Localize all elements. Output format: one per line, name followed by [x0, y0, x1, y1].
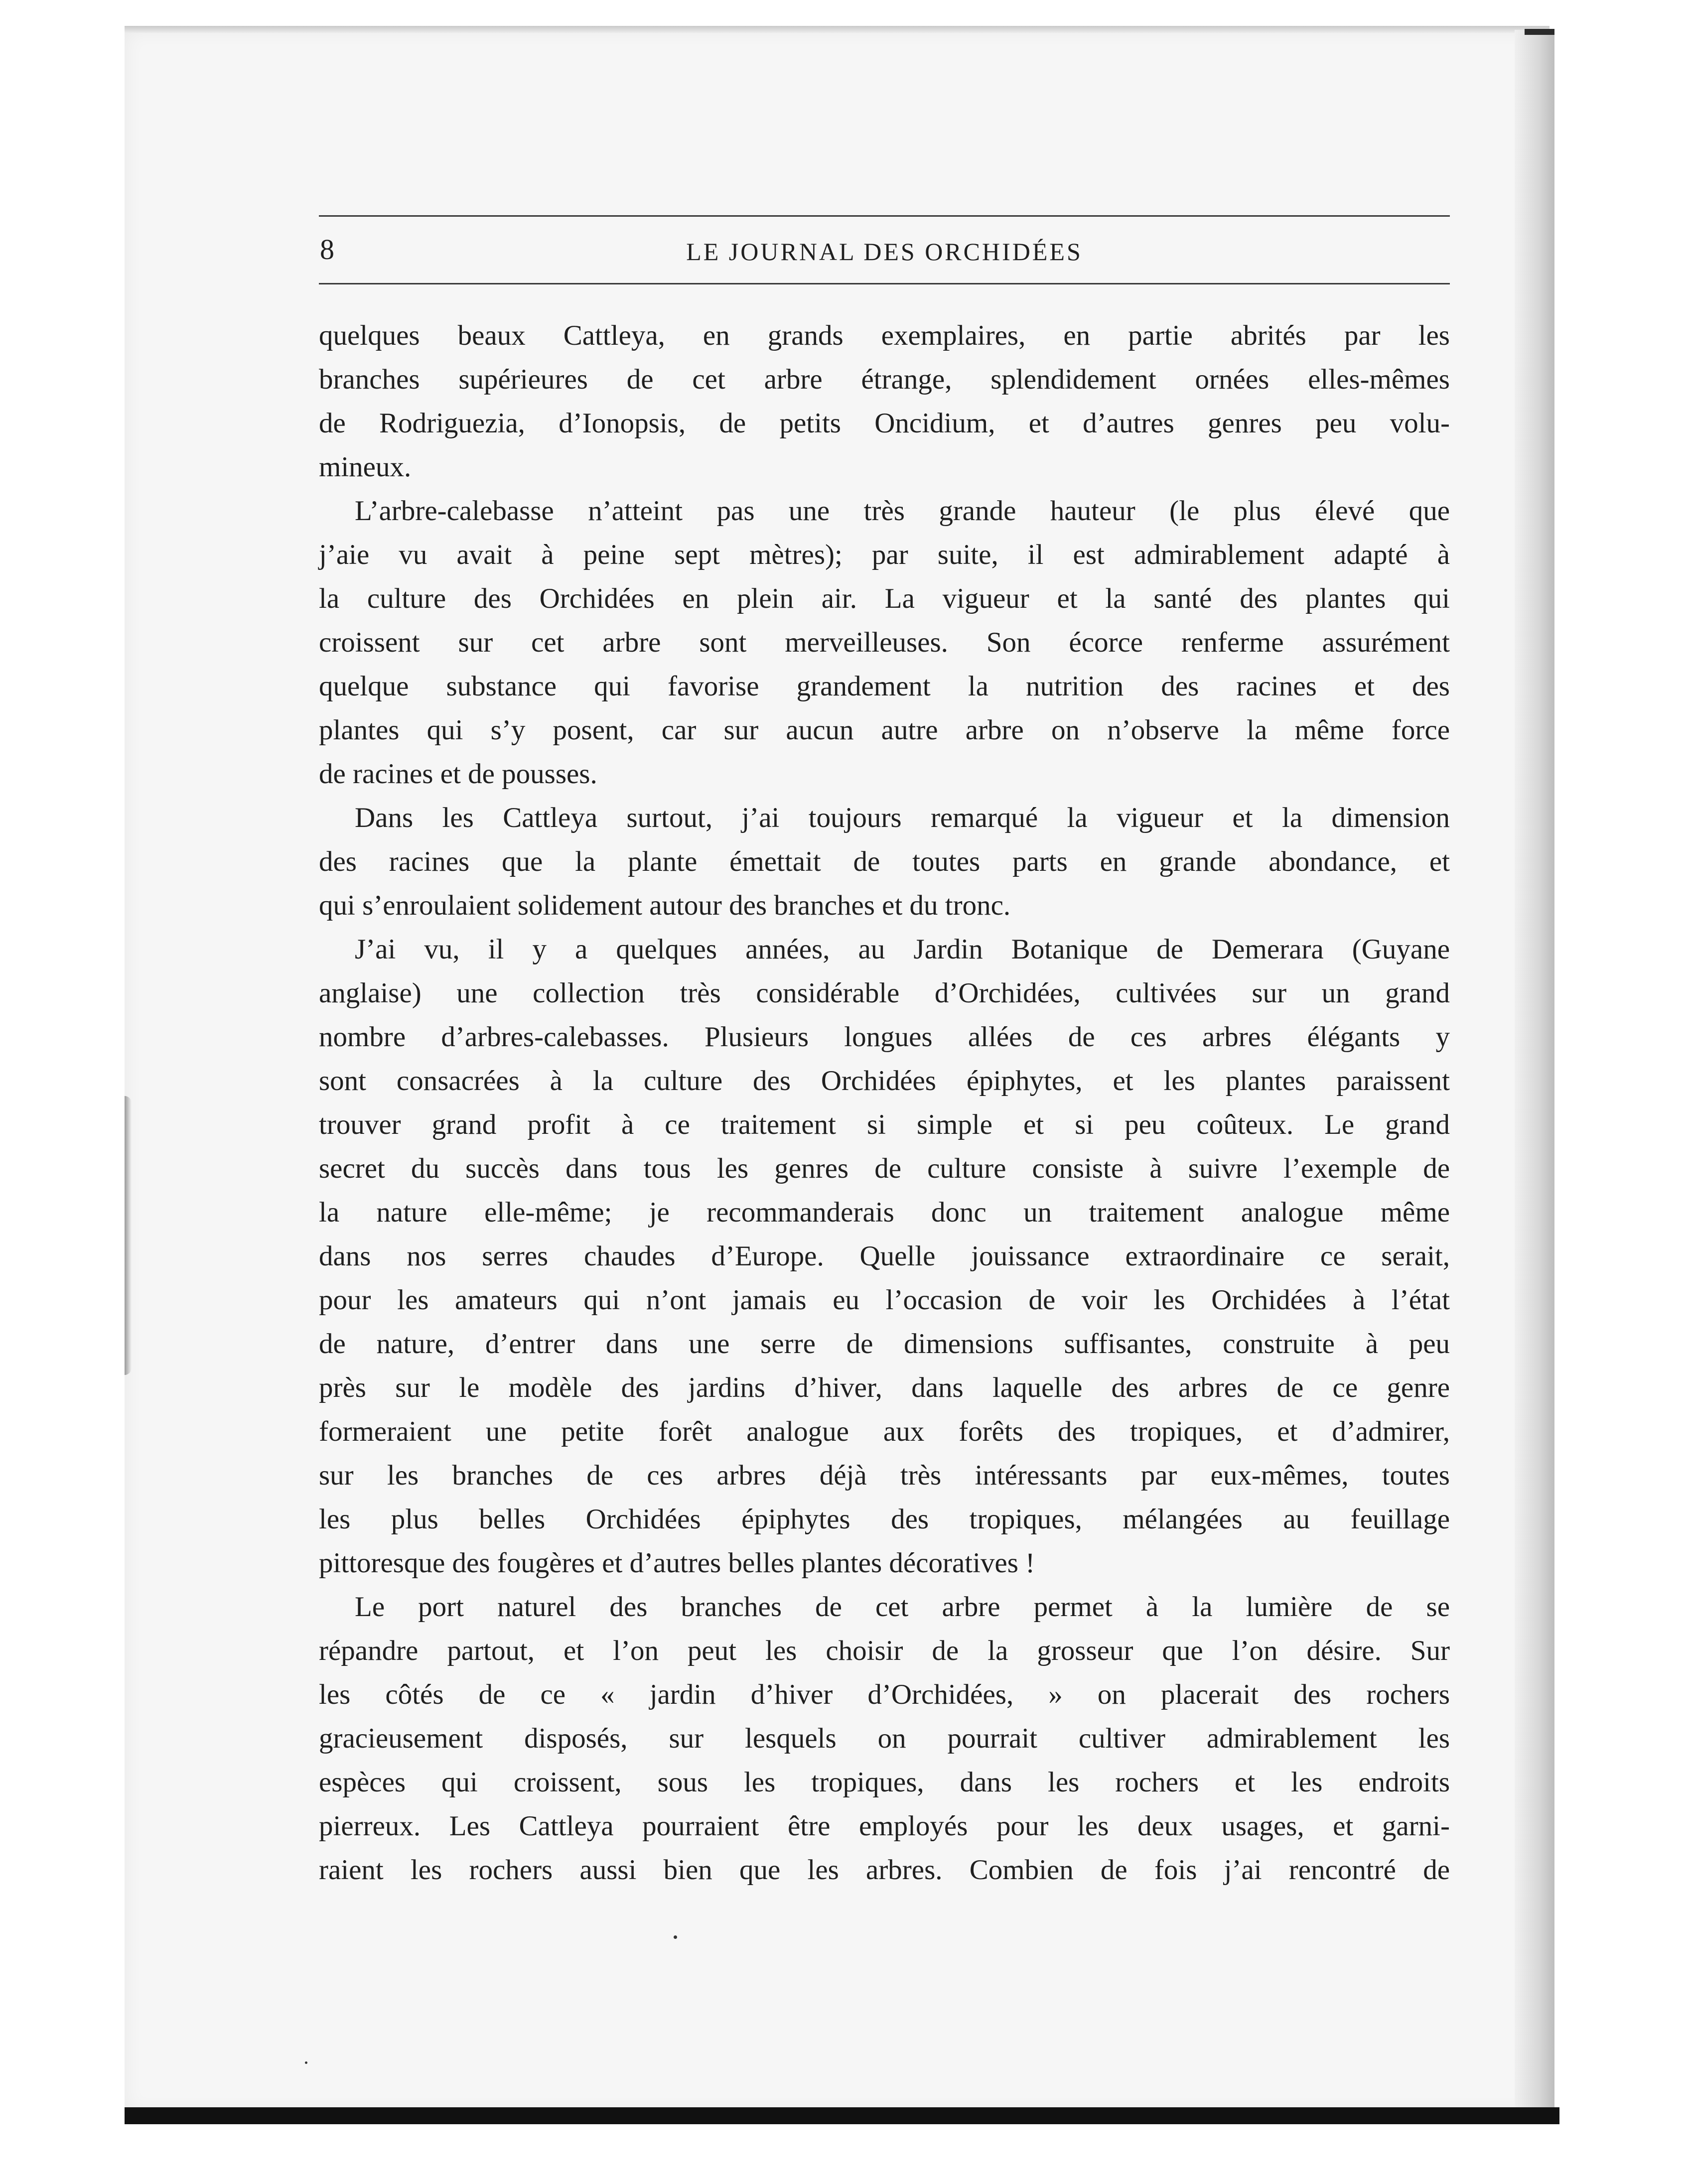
text-line: secret du succès dans tous les genres de culture consiste à suivre l’exemple de — [319, 1153, 1450, 1184]
scan-bottom-edge — [125, 2107, 1559, 2124]
text-line: la nature elle-même; je recommanderais donc un traitement analogue même — [319, 1197, 1450, 1228]
running-title: LE JOURNAL DES ORCHIDÉES — [686, 238, 1083, 266]
text-line: trouver grand profit à ce traitement si simple et si peu coûteux. Le grand — [319, 1109, 1450, 1140]
text-line: de Rodriguezia, d’Ionopsis, de petits Oncidium, et d’autres genres peu volu- — [319, 408, 1450, 439]
text-line: formeraient une petite forêt analogue aux forêts des tropiques, et d’admirer, — [319, 1416, 1450, 1447]
text-line: j’aie vu avait à peine sept mètres); par suite, il est admirablement adapté à — [319, 539, 1450, 570]
text-line: croissent sur cet arbre sont merveilleuses. Son écorce renferme assurément — [319, 627, 1450, 658]
text-line: quelques beaux Cattleya, en grands exemplaires, en partie abrités par les — [319, 320, 1450, 351]
text-line: nombre d’arbres-calebasses. Plusieurs longues allées de ces arbres élégants y — [319, 1021, 1450, 1053]
text-line: quelque substance qui favorise grandement la nutrition des racines et des — [319, 671, 1450, 702]
text-line: des racines que la plante émettait de toutes parts en grande abondance, et — [319, 846, 1450, 877]
text-line: Le port naturel des branches de cet arbre permet à la lumière de se — [355, 1591, 1450, 1623]
scan-top-edge — [125, 26, 1549, 33]
scan-right-edge — [1515, 30, 1554, 2112]
text-line: de nature, d’entrer dans une serre de dimensions suffisantes, construite à peu — [319, 1328, 1450, 1360]
text-line: plantes qui s’y posent, car sur aucun autre arbre on n’observe la même force — [319, 714, 1450, 746]
text-line: pour les amateurs qui n’ont jamais eu l’occasion de voir les Orchidées à l’état — [319, 1284, 1450, 1316]
scan-corner-mark — [1525, 29, 1554, 35]
text-line: L’arbre-calebasse n’atteint pas une très grande hauteur (le plus élevé que — [355, 495, 1450, 527]
text-line: anglaise) une collection très considérable d’Orchidées, cultivées sur un grand — [319, 977, 1450, 1009]
article-body — [319, 314, 1450, 1892]
ink-speck — [674, 1935, 677, 1939]
scan-binding-shadow — [125, 1096, 132, 1375]
text-line: branches supérieures de cet arbre étrange, splendidement ornées elles-mêmes — [319, 364, 1450, 395]
text-line: gracieusement disposés, sur lesquels on pourrait cultiver admirablement les — [319, 1723, 1450, 1754]
text-line: Dans les Cattleya surtout, j’ai toujours remarqué la vigueur et la dimension — [355, 802, 1450, 833]
text-line: mineux. — [319, 451, 412, 483]
header-top-rule — [319, 215, 1450, 217]
text-line: espèces qui croissent, sous les tropiques, dans les rochers et les endroits — [319, 1767, 1450, 1798]
text-line: raient les rochers aussi bien que les arbres. Combien de fois j’ai rencontré de — [319, 1854, 1450, 1886]
text-line: J’ai vu, il y a quelques années, au Jardin Botanique de Demerara (Guyane — [355, 934, 1450, 965]
text-line: les côtés de ce « jardin d’hiver d’Orchidées, » on placerait des rochers — [319, 1679, 1450, 1710]
text-line: pierreux. Les Cattleya pourraient être employés pour les deux usages, et garni- — [319, 1810, 1450, 1842]
text-line: près sur le modèle des jardins d’hiver, dans laquelle des arbres de ce genre — [319, 1372, 1450, 1403]
text-line: pittoresque des fougères et d’autres belles plantes décoratives ! — [319, 1547, 1035, 1579]
page-number: 8 — [320, 233, 334, 266]
ink-speck — [305, 2061, 307, 2064]
text-line: les plus belles Orchidées épiphytes des tropiques, mélangées au feuillage — [319, 1503, 1450, 1535]
text-line: de racines et de pousses. — [319, 758, 597, 790]
text-line: sont consacrées à la culture des Orchidées épiphytes, et les plantes paraissent — [319, 1065, 1450, 1096]
text-line: sur les branches de ces arbres déjà très intéressants par eux-mêmes, toutes — [319, 1460, 1450, 1491]
text-line: qui s’enroulaient solidement autour des branches et du tronc. — [319, 890, 1011, 921]
header-bottom-rule — [319, 283, 1450, 284]
text-line: répandre partout, et l’on peut les choisir de la grosseur que l’on désire. Sur — [319, 1635, 1450, 1666]
text-line: la culture des Orchidées en plein air. La vigueur et la santé des plantes qui — [319, 583, 1450, 614]
text-line: dans nos serres chaudes d’Europe. Quelle jouissance extraordinaire ce serait, — [319, 1240, 1450, 1272]
